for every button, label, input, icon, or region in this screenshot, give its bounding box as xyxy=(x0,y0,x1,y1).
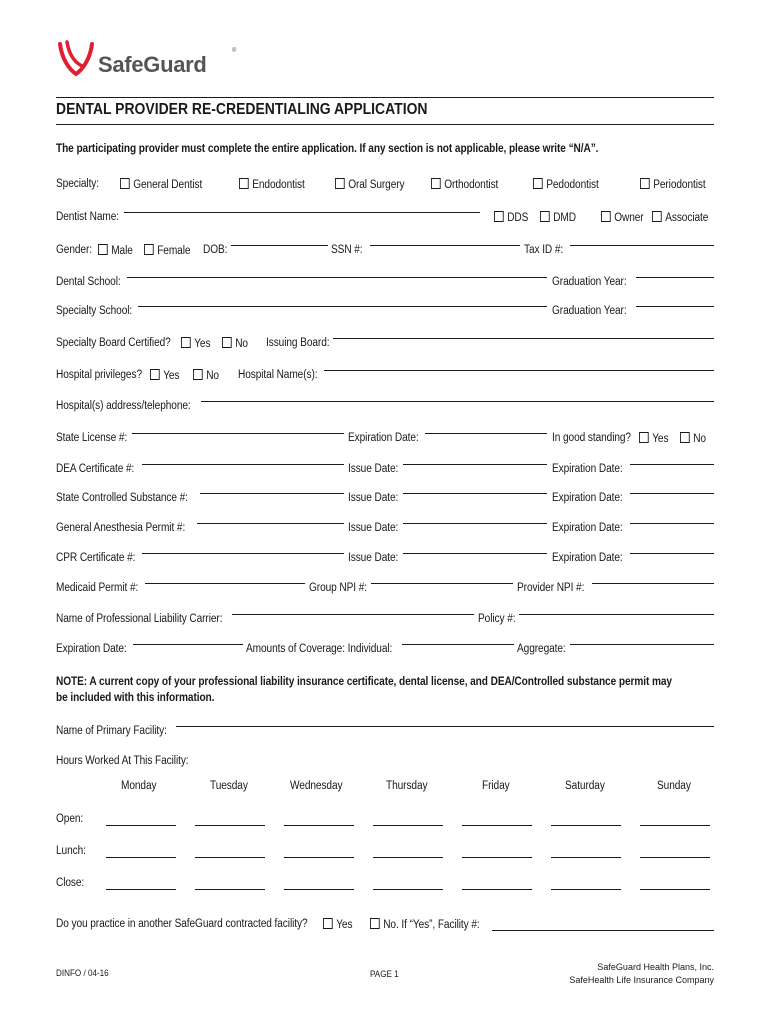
specialty-orthodontist[interactable]: Orthodontist xyxy=(431,178,498,191)
anesthesia-exp-field[interactable] xyxy=(630,523,714,524)
day-header-saturday: Saturday xyxy=(565,780,605,792)
coverage-individual-label: Amounts of Coverage: Individual: xyxy=(246,643,393,655)
cpr-exp-field[interactable] xyxy=(630,553,714,554)
degree-dds[interactable]: DDS xyxy=(494,211,528,224)
another-facility-no[interactable]: No. If “Yes”, Facility #: xyxy=(370,918,480,931)
coverage-exp-field[interactable] xyxy=(133,644,243,645)
open-sunday-field[interactable] xyxy=(640,825,710,826)
day-header-monday: Monday xyxy=(121,780,157,792)
logo xyxy=(56,38,246,82)
specialty-general-dentist[interactable]: General Dentist xyxy=(120,178,202,191)
day-header-thursday: Thursday xyxy=(386,780,428,792)
checkbox[interactable] xyxy=(181,337,191,348)
checkbox[interactable] xyxy=(639,432,649,443)
close-sunday-field[interactable] xyxy=(640,889,710,890)
good-standing-no[interactable]: No xyxy=(680,432,706,445)
medicaid-field[interactable] xyxy=(145,583,305,584)
medicaid-label: Medicaid Permit #: xyxy=(56,582,139,594)
open-friday-field[interactable] xyxy=(462,825,532,826)
checkbox[interactable] xyxy=(222,337,232,348)
anesthesia-exp-label: Expiration Date: xyxy=(552,522,623,534)
liability-carrier-label: Name of Professional Liability Carrier: xyxy=(56,613,223,625)
title-bottom-rule xyxy=(56,124,714,125)
state-license-field[interactable] xyxy=(132,433,344,434)
gender-female[interactable]: Female xyxy=(144,244,190,257)
lunch-saturday-field[interactable] xyxy=(551,857,621,858)
cpr-field[interactable] xyxy=(142,553,344,554)
ssn-label: SSN #: xyxy=(331,244,363,256)
state-cs-issue-field[interactable] xyxy=(403,493,547,494)
hours-open-label: Open: xyxy=(56,813,84,825)
logo-text: SafeGuard xyxy=(98,52,207,77)
checkbox[interactable] xyxy=(640,178,650,189)
checkbox[interactable] xyxy=(652,211,662,222)
state-license-label: State License #: xyxy=(56,432,128,444)
another-facility-label: Do you practice in another SafeGuard contracted facility? xyxy=(56,918,308,930)
checkbox[interactable] xyxy=(431,178,441,189)
hospital-no[interactable]: No xyxy=(193,369,219,382)
specialty-oral-surgery[interactable]: Oral Surgery xyxy=(335,178,405,191)
close-thursday-field[interactable] xyxy=(373,889,443,890)
dea-issue-label: Issue Date: xyxy=(348,463,399,475)
role-associate[interactable]: Associate xyxy=(652,211,708,224)
anesthesia-issue-label: Issue Date: xyxy=(348,522,399,534)
footer-page-number: PAGE 1 xyxy=(370,969,399,979)
board-yes[interactable]: Yes xyxy=(181,337,210,350)
hospital-names-label: Hospital Name(s): xyxy=(238,369,318,381)
group-npi-field[interactable] xyxy=(371,583,513,584)
gender-label: Gender: xyxy=(56,244,92,256)
day-header-tuesday: Tuesday xyxy=(210,780,248,792)
checkbox[interactable] xyxy=(370,918,380,929)
state-license-exp-label: Expiration Date: xyxy=(348,432,419,444)
state-cs-label: State Controlled Substance #: xyxy=(56,492,188,504)
dea-issue-field[interactable] xyxy=(403,464,547,465)
state-cs-issue-label: Issue Date: xyxy=(348,492,399,504)
primary-facility-field[interactable] xyxy=(176,726,714,727)
close-monday-field[interactable] xyxy=(106,889,176,890)
ssn-field[interactable] xyxy=(370,245,520,246)
hours-close-label: Close: xyxy=(56,877,85,889)
hours-label: Hours Worked At This Facility: xyxy=(56,755,189,767)
lunch-wednesday-field[interactable] xyxy=(284,857,354,858)
note-line-1: NOTE: A current copy of your professional liability insurance certificate, dental license, and DEA/Controlled substance permit may xyxy=(56,676,672,688)
footer-company-1: SafeGuard Health Plans, Inc. xyxy=(597,962,714,972)
lunch-thursday-field[interactable] xyxy=(373,857,443,858)
dentist-name-field[interactable] xyxy=(124,212,480,213)
checkbox[interactable] xyxy=(98,244,108,255)
board-no[interactable]: No xyxy=(222,337,248,350)
close-wednesday-field[interactable] xyxy=(284,889,354,890)
checkbox[interactable] xyxy=(601,211,611,222)
close-tuesday-field[interactable] xyxy=(195,889,265,890)
hospital-names-field[interactable] xyxy=(324,370,714,371)
cpr-label: CPR Certificate #: xyxy=(56,552,136,564)
footer-form-code: DINFO / 04-16 xyxy=(56,968,109,978)
open-monday-field[interactable] xyxy=(106,825,176,826)
group-npi-label: Group NPI #: xyxy=(309,582,368,594)
open-tuesday-field[interactable] xyxy=(195,825,265,826)
checkbox[interactable] xyxy=(144,244,154,255)
taxid-field[interactable] xyxy=(570,245,714,246)
intro-text: The participating provider must complete the entire application. If any section is not applicable, please write “N/A”. xyxy=(56,143,599,155)
hospital-privileges-label: Hospital privileges? xyxy=(56,369,142,381)
checkbox[interactable] xyxy=(120,178,130,189)
hours-lunch-label: Lunch: xyxy=(56,845,86,857)
board-certified-label: Specialty Board Certified? xyxy=(56,337,171,349)
lunch-sunday-field[interactable] xyxy=(640,857,710,858)
dental-grad-year-label: Graduation Year: xyxy=(552,276,627,288)
dob-label: DOB: xyxy=(203,244,228,256)
close-saturday-field[interactable] xyxy=(551,889,621,890)
issuing-board-field[interactable] xyxy=(333,338,714,339)
dental-grad-year-field[interactable] xyxy=(636,277,714,278)
specialty-periodontist[interactable]: Periodontist xyxy=(640,178,706,191)
primary-facility-label: Name of Primary Facility: xyxy=(56,725,167,737)
specialty-grad-year-field[interactable] xyxy=(636,306,714,307)
policy-label: Policy #: xyxy=(478,613,516,625)
checkbox[interactable] xyxy=(150,369,160,380)
dea-label: DEA Certificate #: xyxy=(56,463,135,475)
open-thursday-field[interactable] xyxy=(373,825,443,826)
checkbox[interactable] xyxy=(494,211,504,222)
specialty-label: Specialty: xyxy=(56,178,99,190)
specialty-school-label: Specialty School: xyxy=(56,305,133,317)
close-friday-field[interactable] xyxy=(462,889,532,890)
specialty-pedodontist[interactable]: Pedodontist xyxy=(533,178,599,191)
dea-field[interactable] xyxy=(142,464,344,465)
specialty-endodontist[interactable]: Endodontist xyxy=(239,178,305,191)
checkbox[interactable] xyxy=(239,178,249,189)
another-facility-yes[interactable]: Yes xyxy=(323,918,352,931)
facility-number-field[interactable] xyxy=(492,930,714,931)
anesthesia-field[interactable] xyxy=(197,523,344,524)
specialty-school-field[interactable] xyxy=(138,306,547,307)
anesthesia-issue-field[interactable] xyxy=(403,523,547,524)
checkbox[interactable] xyxy=(335,178,345,189)
coverage-aggregate-field[interactable] xyxy=(570,644,714,645)
page-title: DENTAL PROVIDER RE-CREDENTIALING APPLICATION xyxy=(56,101,428,118)
hospital-address-label: Hospital(s) address/telephone: xyxy=(56,400,191,412)
footer-company-2: SafeHealth Life Insurance Company xyxy=(569,975,714,985)
day-header-wednesday: Wednesday xyxy=(290,780,343,792)
good-standing-yes[interactable]: Yes xyxy=(639,432,668,445)
checkbox[interactable] xyxy=(323,918,333,929)
coverage-individual-field[interactable] xyxy=(402,644,514,645)
anesthesia-label: General Anesthesia Permit #: xyxy=(56,522,186,534)
checkbox[interactable] xyxy=(533,178,543,189)
coverage-aggregate-label: Aggregate: xyxy=(517,643,566,655)
hospital-address-field[interactable] xyxy=(201,401,714,402)
state-license-exp-field[interactable] xyxy=(425,433,547,434)
open-wednesday-field[interactable] xyxy=(284,825,354,826)
dental-school-field[interactable] xyxy=(127,277,547,278)
open-saturday-field[interactable] xyxy=(551,825,621,826)
issuing-board-label: Issuing Board: xyxy=(266,337,330,349)
gender-male[interactable]: Male xyxy=(98,244,133,257)
dea-exp-field[interactable] xyxy=(630,464,714,465)
shield-logo-icon xyxy=(56,38,96,78)
day-header-friday: Friday xyxy=(482,780,510,792)
checkbox[interactable] xyxy=(193,369,203,380)
role-owner[interactable]: Owner xyxy=(601,211,644,224)
title-top-rule xyxy=(56,97,714,98)
taxid-label: Tax ID #: xyxy=(524,244,564,256)
liability-carrier-field[interactable] xyxy=(232,614,474,615)
dentist-name-label: Dentist Name: xyxy=(56,211,119,223)
provider-npi-label: Provider NPI #: xyxy=(517,582,585,594)
note-line-2: be included with this information. xyxy=(56,692,215,704)
state-cs-exp-label: Expiration Date: xyxy=(552,492,623,504)
provider-npi-field[interactable] xyxy=(592,583,714,584)
policy-field[interactable] xyxy=(519,614,714,615)
good-standing-label: In good standing? xyxy=(552,432,631,444)
checkbox[interactable] xyxy=(540,211,550,222)
specialty-grad-year-label: Graduation Year: xyxy=(552,305,627,317)
degree-dmd[interactable]: DMD xyxy=(540,211,576,224)
logo-trademark: ® xyxy=(232,48,237,54)
checkbox[interactable] xyxy=(680,432,690,443)
cpr-exp-label: Expiration Date: xyxy=(552,552,623,564)
state-cs-field[interactable] xyxy=(200,493,344,494)
cpr-issue-label: Issue Date: xyxy=(348,552,399,564)
day-header-sunday: Sunday xyxy=(657,780,691,792)
dea-exp-label: Expiration Date: xyxy=(552,463,623,475)
hospital-yes[interactable]: Yes xyxy=(150,369,179,382)
cpr-issue-field[interactable] xyxy=(403,553,547,554)
coverage-exp-label: Expiration Date: xyxy=(56,643,127,655)
state-cs-exp-field[interactable] xyxy=(630,493,714,494)
lunch-monday-field[interactable] xyxy=(106,857,176,858)
lunch-tuesday-field[interactable] xyxy=(195,857,265,858)
dental-school-label: Dental School: xyxy=(56,276,121,288)
dob-field[interactable] xyxy=(231,245,328,246)
lunch-friday-field[interactable] xyxy=(462,857,532,858)
